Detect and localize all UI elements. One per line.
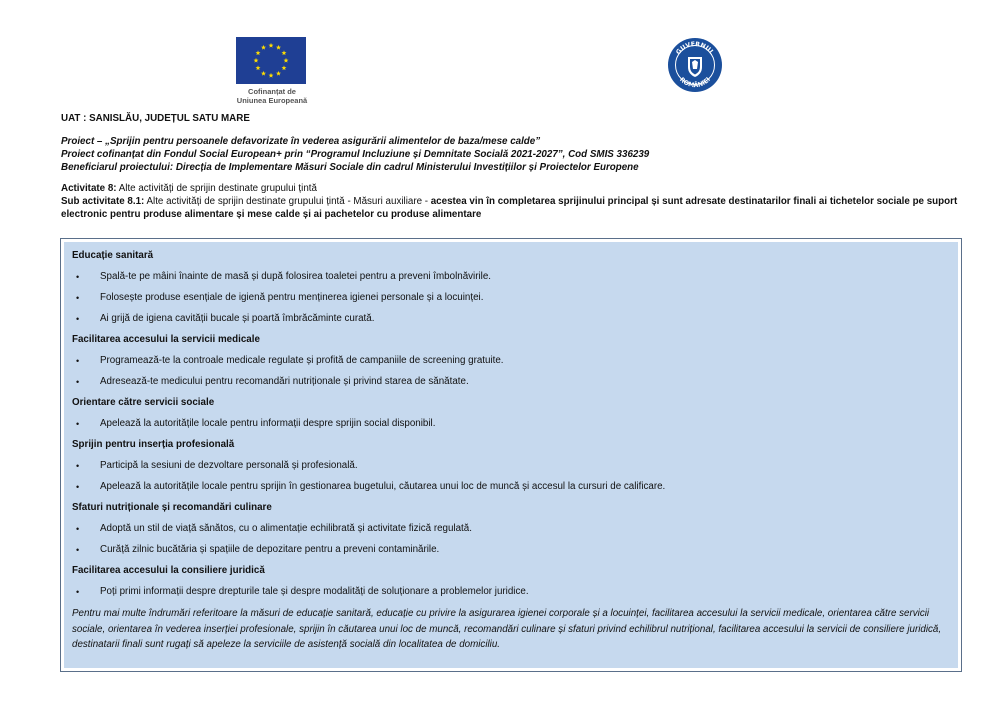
list-item xyxy=(72,372,950,393)
bullet-icon: • xyxy=(76,272,80,282)
list-item-text: Adresează-te medicului pentru recomandări nutriționale și privind starea de sănătate. xyxy=(100,376,469,387)
bullet-icon: • xyxy=(76,587,80,597)
list-item-text: Programează-te la controale medicale regulate și profită de campaniile de screening gratuite. xyxy=(100,355,504,366)
list-item-text: Folosește produse esențiale de igienă pentru menținerea igienei personale și a locuinței. xyxy=(100,292,484,303)
activity-text: Alte activități de sprijin destinate grupului țintă xyxy=(116,183,317,194)
list-item xyxy=(72,288,950,309)
eu-star-icon xyxy=(284,58,289,63)
section-title: Educație sanitară xyxy=(72,250,154,261)
svg-text:ROMÂNIEI: ROMÂNIEI xyxy=(678,76,712,90)
eu-cofinancing-caption xyxy=(226,87,318,105)
list-item xyxy=(72,351,950,372)
list-item xyxy=(72,456,950,477)
eu-star-icon xyxy=(256,50,261,55)
bullet-icon: • xyxy=(76,356,80,366)
list-item-text: Curăță zilnic bucătăria și spațiile de depozitare pentru a preveni contaminările. xyxy=(100,544,440,555)
bullet-icon: • xyxy=(76,377,80,387)
eu-star-icon xyxy=(276,71,281,76)
section-title: Sprijin pentru inserția profesională xyxy=(72,439,235,450)
section-title: Orientare către servicii sociale xyxy=(72,397,215,408)
project-cofinancing: Proiect cofinanțat din Fondul Social European+ prin “Programul Incluziune și Demnitate Socială 2021-2027”, Cod SMIS 336239 xyxy=(61,149,650,160)
eu-star-icon xyxy=(256,65,261,70)
project-title: Proiect – „Sprijin pentru persoanele defavorizate în vederea asigurării alimentelor de baza/mese calde” xyxy=(61,136,541,147)
list-item xyxy=(72,519,950,540)
list-item-text: Apelează la autoritățile locale pentru sprijin în gestionarea bugetului, căutarea unui loc de muncă și accesul la cursuri de calificare. xyxy=(100,481,666,492)
subactivity-bold-text: acestea vin în completarea sprijinului principal și sunt adresate destinatarilor finali ai tichetelor sociale pe suport electronic pentru produse alimentare și mese calde și ai pachetelor cu produse alimentare xyxy=(61,196,958,220)
document-header xyxy=(61,112,961,221)
subactivity-label: Sub activitate 8.1: xyxy=(61,196,145,207)
bullet-icon: • xyxy=(76,482,80,492)
list-item-text: Spală-te pe mâini înainte de masă și după folosirea toaletei pentru a preveni îmbolnăvirile. xyxy=(100,271,492,282)
guvernul-romaniei-emblem-icon xyxy=(667,37,723,93)
eu-star-icon xyxy=(261,71,266,76)
measures-sections xyxy=(72,246,950,603)
list-item-text: Ai grijă de igiena cavității bucale și poartă îmbrăcăminte curată. xyxy=(100,313,375,324)
auxiliary-measures-box xyxy=(60,238,962,672)
eu-star-icon xyxy=(269,43,274,48)
list-item xyxy=(72,582,950,603)
list-item xyxy=(72,267,950,288)
project-block xyxy=(61,135,961,174)
eu-star-icon xyxy=(282,50,287,55)
bullet-icon: • xyxy=(76,314,80,324)
list-item xyxy=(72,309,950,330)
activity-label: Activitate 8: xyxy=(61,183,117,194)
eu-star-icon xyxy=(261,45,266,50)
measures-footnote: Pentru mai multe îndrumări referitoare la măsuri de educație sanitară, educație cu privire la asigurarea igienei corporale și a locuinței, facilitarea accesului la servicii medicale, orientarea către servicii sociale, orientarea în vederea inserției profesionale, sprijin în căutarea unui loc de muncă, recomandări culinare și sfaturi privind echilibrul nutrițional, facilitarea accesului la servicii de consiliere juridică, destinatarii finali sunt rugați să apeleze la serviciile de asistență socială din localitatea de domiciliu. xyxy=(72,608,942,650)
list-item-text: Participă la sesiuni de dezvoltare personală și profesională. xyxy=(100,460,358,471)
eu-caption-line2: Uniunea Europeană xyxy=(236,96,308,105)
section-title: Facilitarea accesului la consiliere juridică xyxy=(72,565,265,576)
eu-caption-line1: Cofinanțat de xyxy=(248,87,296,96)
section-title: Sfaturi nutriționale și recomandări culinare xyxy=(72,502,272,513)
list-item-text: Adoptă un stil de viață sănătos, cu o alimentație echilibrată și activitate fizică regulată. xyxy=(100,523,472,534)
eu-star-icon xyxy=(254,58,259,63)
activity-line xyxy=(61,182,961,195)
project-beneficiary: Beneficiarul proiectului: Direcția de Implementare Măsuri Sociale din cadrul Ministerului Investițiilor și Proiectelor Europene xyxy=(61,162,639,173)
activity-block xyxy=(61,182,961,221)
list-item xyxy=(72,414,950,435)
bullet-icon: • xyxy=(76,545,80,555)
list-item xyxy=(72,477,950,498)
bullet-icon: • xyxy=(76,524,80,534)
bullet-icon: • xyxy=(76,461,80,471)
subactivity-text: Alte activități de sprijin destinate grupului țintă - Măsuri auxiliare - xyxy=(144,196,431,207)
subactivity-line xyxy=(61,195,961,221)
eu-star-icon xyxy=(276,45,281,50)
eu-star-icon xyxy=(282,65,287,70)
auxiliary-measures-content xyxy=(64,242,958,668)
list-item-text: Poți primi informații despre drepturile tale și despre modalități de soluționare a problemelor juridice. xyxy=(100,586,529,597)
list-item-text: Apelează la autoritățile locale pentru informații despre sprijin social disponibil. xyxy=(100,418,436,429)
bullet-icon: • xyxy=(76,419,80,429)
eu-flag-icon xyxy=(236,37,306,84)
eu-star-icon xyxy=(269,73,274,78)
svg-text:GUVERNUL: GUVERNUL xyxy=(674,40,716,57)
uat-line: UAT : SANISLĂU, JUDEȚUL SATU MARE xyxy=(61,113,250,124)
list-item xyxy=(72,540,950,561)
bullet-icon: • xyxy=(76,293,80,303)
section-title: Facilitarea accesului la servicii medicale xyxy=(72,334,260,345)
